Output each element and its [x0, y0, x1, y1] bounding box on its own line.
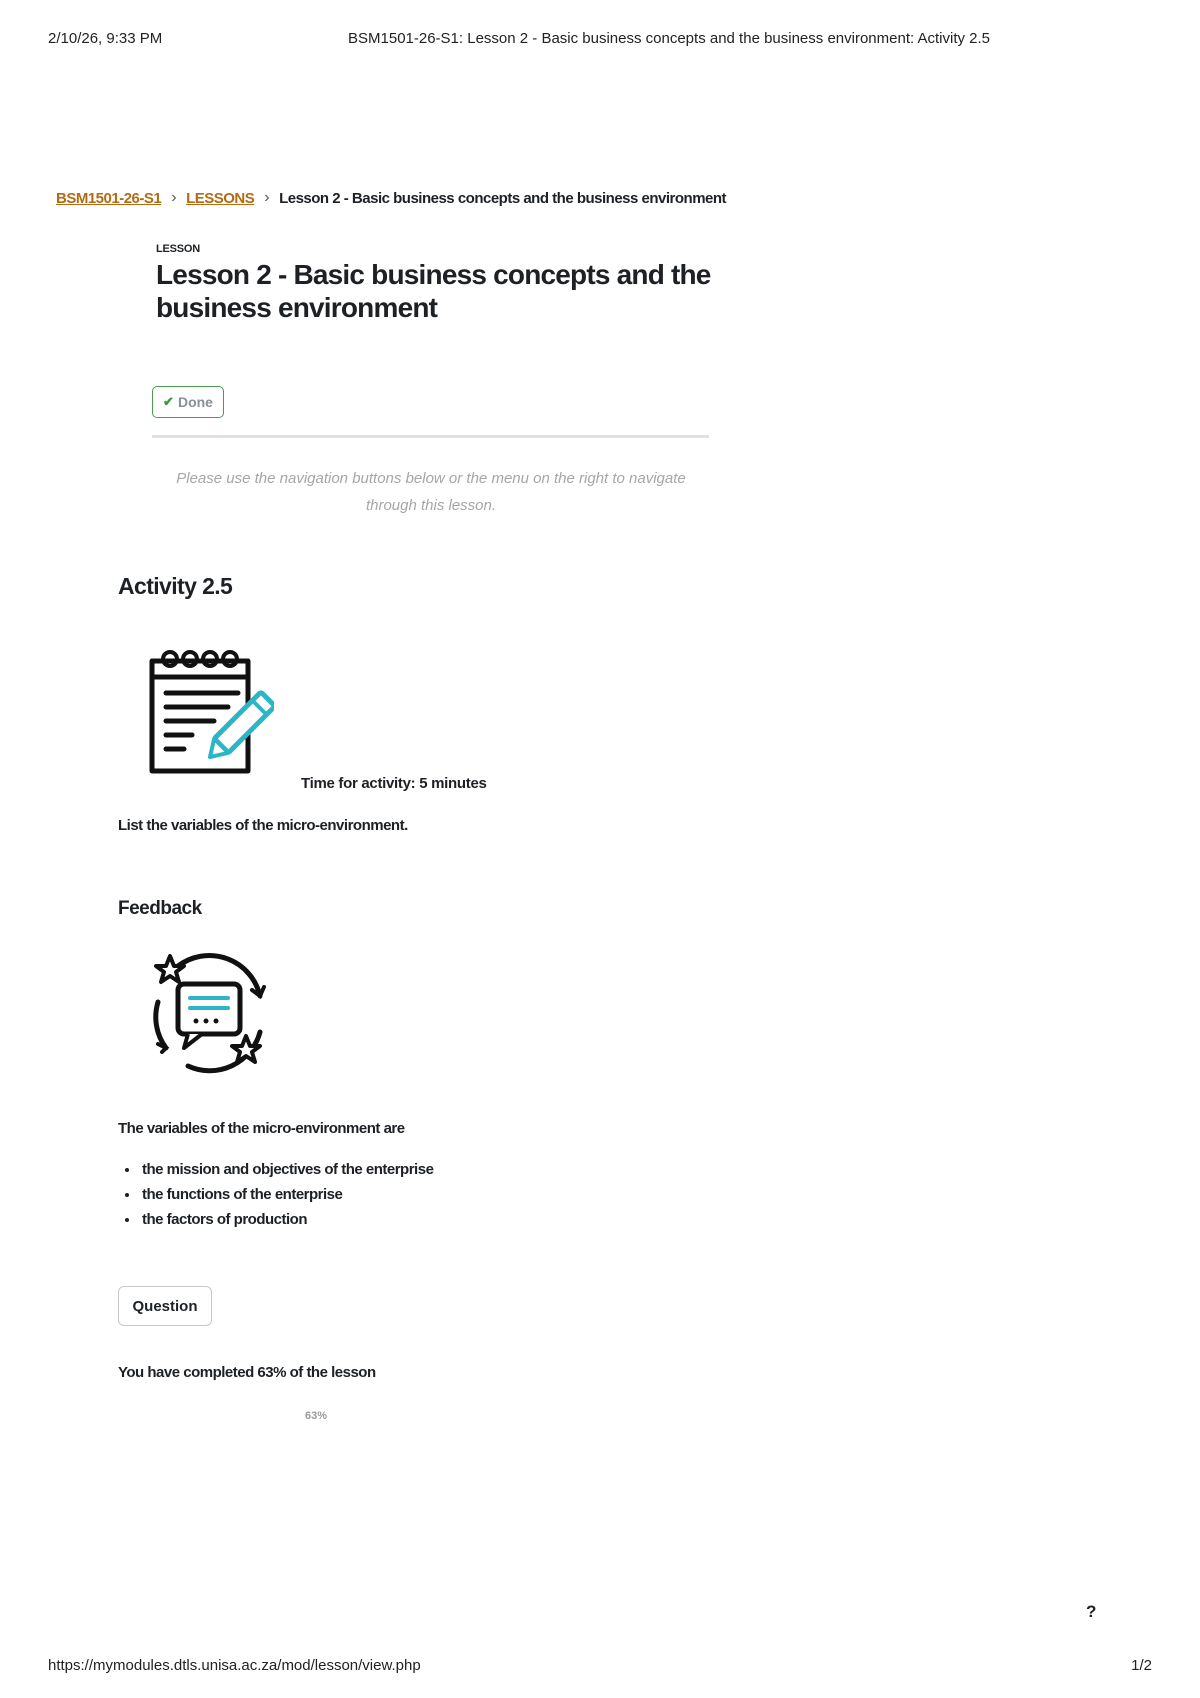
chevron-right-icon: › [264, 189, 270, 206]
chevron-right-icon: › [171, 189, 177, 206]
print-datetime: 2/10/26, 9:33 PM [48, 30, 163, 47]
progress-text: You have completed 63% of the lesson [118, 1364, 376, 1381]
done-button[interactable] [152, 386, 224, 418]
breadcrumb-item-course[interactable]: BSM1501-26-S1 [56, 189, 162, 207]
feedback-list [118, 1157, 433, 1232]
done-button-label: Done [177, 394, 213, 410]
page-kicker: LESSON [156, 243, 201, 255]
print-page-number: 1/2 [1131, 1657, 1152, 1674]
list-item: • the functions of the enterprise [140, 1182, 433, 1207]
feedback-intro: The variables of the micro-environment are [118, 1120, 405, 1137]
list-item: • the factors of production [140, 1207, 433, 1232]
page-title: Lesson 2 - Basic business concepts and the business environment [156, 259, 711, 323]
notepad-pencil-icon [148, 647, 274, 775]
activity-heading: Activity 2.5 [118, 573, 233, 599]
progress-bar [118, 1408, 514, 1424]
breadcrumb [56, 189, 726, 207]
activity-task: List the variables of the micro-environment. [118, 817, 408, 834]
activity-time: Time for activity: 5 minutes [301, 775, 487, 792]
print-footer [48, 1657, 1152, 1677]
help-icon[interactable]: ? [1086, 1602, 1097, 1621]
divider [152, 435, 709, 438]
navigation-hint: Please use the navigation buttons below or the menu on the right to navigate through this lesson. [176, 470, 686, 514]
feedback-heading: Feedback [118, 898, 202, 919]
feedback-chat-stars-icon [148, 952, 274, 1078]
question-button[interactable]: Question [118, 1286, 212, 1326]
print-header [48, 30, 1152, 50]
check-icon: ✔ [163, 394, 174, 409]
breadcrumb-item-current: Lesson 2 - Basic business concepts and the business environment [279, 189, 727, 207]
progress-label: 63% [304, 1410, 328, 1422]
print-url: https://mymodules.dtls.unisa.ac.za/mod/lesson/view.php [48, 1657, 421, 1674]
list-item: • the mission and objectives of the enterprise [140, 1157, 433, 1182]
print-title: BSM1501-26-S1: Lesson 2 - Basic business concepts and the business environment: Activity 2.5 [348, 30, 991, 47]
breadcrumb-item-lessons[interactable]: LESSONS [186, 189, 255, 207]
